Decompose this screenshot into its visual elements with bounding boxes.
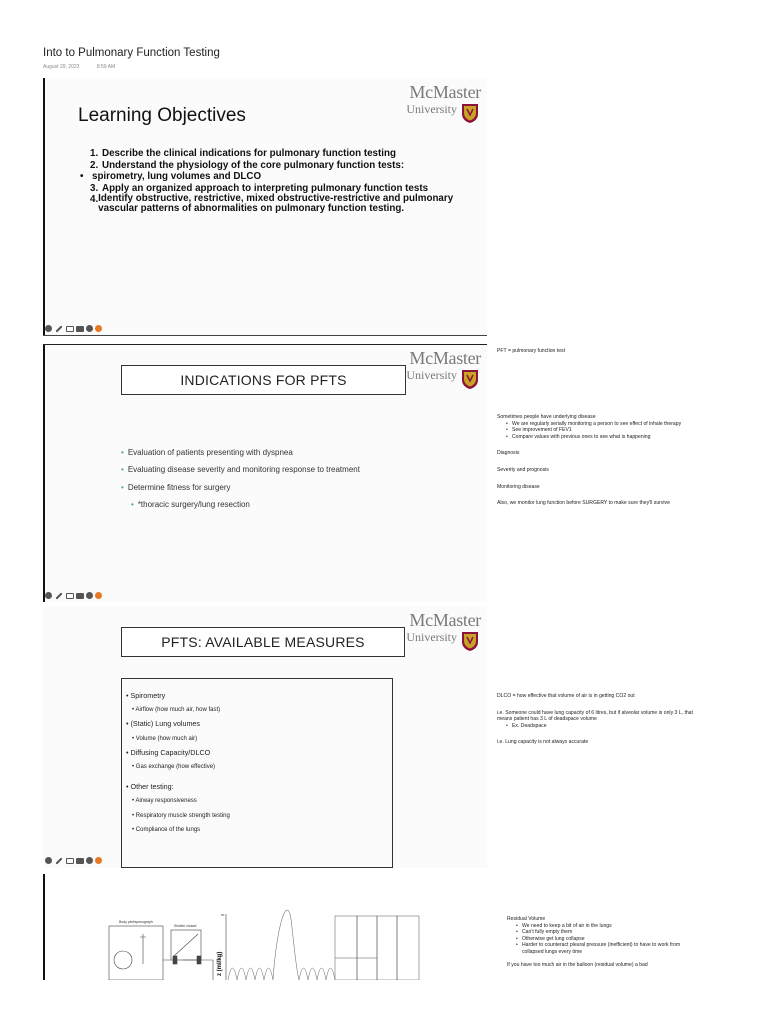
bullet-icon: • [121, 448, 124, 457]
note-text: Also, we monitor lung function before SURGERY to make sure they'll survive [497, 500, 670, 507]
measures-list [126, 689, 230, 837]
logo-text-1: McMaster [409, 348, 481, 368]
list-text: Volume (how much air) [135, 735, 198, 742]
crest-icon [461, 103, 479, 124]
list-item [90, 194, 470, 214]
list-text: Determine fitness for surgery [127, 482, 231, 492]
list-text: Describe the clinical indications for pulmonary function testing [102, 148, 396, 159]
record-icon[interactable] [95, 592, 102, 599]
pen-icon[interactable] [55, 325, 62, 332]
notes-slide2-detail [497, 414, 707, 507]
slide-lung-volumes [43, 874, 487, 980]
list-subitem: • Compliance of the lungs [132, 826, 201, 833]
more-icon[interactable] [86, 857, 93, 864]
list-text: Apply an organized approach to interpreting pulmonary function tests [102, 182, 429, 194]
list-marker: 1. [90, 148, 99, 159]
list-text: Respiratory muscle strength testing [135, 812, 230, 819]
note-text: If you have too much air in the balloon (residual volume) a bad [507, 961, 648, 968]
note-bullet: • See improvement of FEV1 [497, 427, 707, 434]
pen-icon[interactable] [55, 857, 62, 864]
logo-text-2: University [406, 630, 457, 644]
list-item [121, 444, 360, 461]
indications-list [121, 444, 360, 514]
note-bullet: • Can't fully empty them [507, 929, 717, 936]
list-subitem: • Airflow (how much air, how fast) [132, 707, 221, 714]
crest-icon [461, 369, 479, 390]
pen-icon[interactable] [55, 592, 62, 599]
slide-toolbar [45, 324, 102, 333]
slide-available-measures [43, 606, 487, 868]
list-text: Spirometry [130, 691, 166, 700]
note-text: PFT = pulmonary function test [497, 348, 565, 354]
back-icon[interactable] [45, 857, 52, 864]
list-text: Gas exchange (how effective) [135, 764, 216, 771]
objectives-list [80, 148, 470, 214]
slide-indications [43, 344, 487, 602]
bullet-icon: • [131, 500, 134, 510]
list-item [90, 160, 470, 172]
list-marker: 2. [90, 159, 99, 171]
note-bullet: • Otherwise get lung collapse [507, 936, 717, 943]
list-item: • Spirometry [126, 691, 166, 700]
mcmaster-logo [397, 348, 481, 392]
list-text: Other testing: [130, 782, 174, 792]
note-bullet: • Harder to counteract pleural pressure (inefficient) to have to work from collapsed lungs every time [507, 942, 697, 955]
list-marker: 4. [90, 194, 99, 205]
note-bullet: • We are regularly serially monitoring a person to see effect of inhale therapy [497, 421, 707, 428]
slide-learning-objectives [43, 78, 487, 336]
slide-border [43, 344, 487, 345]
page-timestamp [43, 64, 131, 70]
diagram-label: Shutter closed [174, 924, 197, 928]
list-marker: 3. [90, 182, 99, 194]
note-text: Sometimes people have underlying disease [497, 414, 596, 420]
note-text: Monitoring disease [497, 483, 540, 490]
list-text: Compliance of the lungs [135, 826, 201, 833]
more-icon[interactable] [86, 325, 93, 332]
list-text: Evaluation of patients presenting with dyspnea [127, 448, 293, 457]
page-time: 8:59 AM [96, 64, 116, 70]
slide-title: PFTS: AVAILABLE MEASURES [121, 627, 405, 657]
list-item [121, 479, 360, 496]
list-item [121, 461, 360, 478]
list-text: Airflow (how much air, how fast) [135, 707, 221, 714]
list-text: *thoracic surgery/lung resection [137, 500, 250, 510]
list-subitem: • Gas exchange (how effective) [132, 764, 216, 771]
more-icon[interactable] [86, 592, 93, 599]
diagram-label: Body plethysmograph [119, 920, 153, 924]
logo-text-1: McMaster [409, 610, 481, 630]
list-item: • Diffusing Capacity/DLCO [126, 747, 211, 757]
list-text: Evaluating disease severity and monitoring response to treatment [127, 465, 360, 475]
logo-text-2: University [406, 102, 457, 116]
list-item [90, 148, 470, 160]
slides-icon[interactable] [66, 858, 74, 864]
logo-text-1: McMaster [409, 82, 481, 102]
list-item: • (Static) Lung volumes [126, 719, 201, 729]
back-icon[interactable] [45, 325, 52, 332]
axis-label: z (ml/kg) [217, 951, 223, 976]
note-bullet: • Compare values with previous ones to see what is happening [497, 434, 707, 441]
list-item [121, 496, 360, 513]
notes-slide2 [497, 348, 707, 355]
note-bullet: • We need to keep a bit of air in the lungs [507, 923, 717, 930]
list-text: Identify obstructive, restrictive, mixed obstructive-restrictive and pulmonary vascular patterns of abnormalities on pulmonary function testing. [98, 193, 454, 214]
slide-title: INDICATIONS FOR PFTS [121, 365, 406, 395]
note-text: i.e. Lung capacity is not always accurate [497, 739, 589, 746]
record-icon[interactable] [95, 325, 102, 332]
slides-icon[interactable] [66, 593, 74, 599]
slide-border [43, 78, 45, 335]
list-text: Understand the physiology of the core pulmonary function tests: [102, 159, 405, 171]
list-text: Diffusing Capacity/DLCO [130, 747, 211, 757]
slide-toolbar [45, 856, 102, 865]
list-text: spirometry, lung volumes and DLCO [92, 171, 262, 182]
logo-text-2: University [406, 368, 457, 382]
camera-icon[interactable] [76, 326, 84, 332]
note-text: Diagnosis [497, 450, 520, 457]
note-text: Severity and prognosis [497, 466, 549, 473]
list-text: Airway responsiveness [135, 798, 197, 805]
note-text: Residual Volume [507, 916, 546, 922]
slide-toolbar [45, 591, 102, 600]
record-icon[interactable] [95, 857, 102, 864]
note-text: DLCO = how effective that volume of air is in getting CO2 out [497, 693, 635, 699]
list-text: (Static) Lung volumes [130, 719, 201, 729]
notes-slide3 [497, 693, 707, 746]
page-title: Into to Pulmonary Function Testing [43, 47, 220, 59]
plethysmograph-diagram [43, 874, 487, 980]
list-subitem: • Volume (how much air) [132, 735, 198, 742]
note-text: i.e. Someone could have lung capacity of 6 litres, but if alveolar volume is only 3 L, that means patient has 3 L of deadspace volume [497, 709, 693, 723]
crest-icon [461, 631, 479, 652]
list-marker: • [80, 171, 84, 182]
slides-icon[interactable] [66, 326, 74, 332]
notes-slide4 [507, 916, 717, 980]
camera-icon[interactable] [76, 593, 84, 599]
list-subitem: • Airway responsiveness [132, 798, 197, 805]
mcmaster-logo [397, 82, 481, 126]
list-item: • Other testing: [126, 782, 174, 792]
note-bullet: • Ex. Deadspace [497, 723, 707, 730]
bullet-icon: • [121, 465, 124, 475]
bullet-icon: • [121, 482, 124, 492]
list-subitem: • Respiratory muscle strength testing [132, 812, 230, 819]
page-date: August 29, 2022 [43, 64, 80, 70]
slide-title: Learning Objectives [78, 105, 246, 126]
slide-border [43, 344, 45, 602]
back-icon[interactable] [45, 592, 52, 599]
camera-icon[interactable] [76, 858, 84, 864]
axis-tick: 50 [221, 913, 225, 917]
mcmaster-logo [397, 610, 481, 654]
list-item [80, 171, 470, 183]
